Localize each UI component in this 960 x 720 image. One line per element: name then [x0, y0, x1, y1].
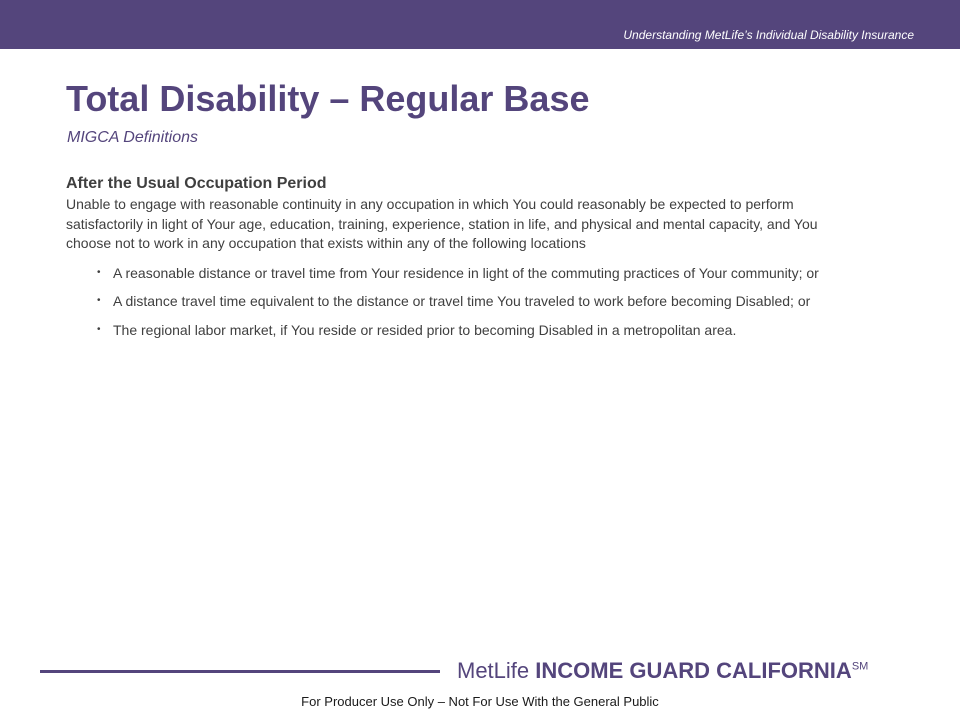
slide-title: Total Disability – Regular Base [66, 78, 590, 119]
brand-logo [457, 658, 868, 684]
header-tagline: Understanding MetLife’s Individual Disability Insurance [623, 28, 914, 42]
service-mark: SM [851, 660, 869, 673]
brand-prefix: MetLife [457, 658, 536, 683]
list-item [66, 321, 833, 340]
list-item [66, 264, 833, 283]
slide-subtitle: MIGCA Definitions [67, 129, 198, 146]
list-item-text: The regional labor market, if You reside or resided prior to becoming Disabled in a metropolitan area. [113, 321, 737, 338]
list-item [66, 292, 833, 311]
bullet-icon: • [97, 295, 101, 306]
header-bar [0, 0, 960, 49]
brand-name: INCOME GUARD CALIFORNIA [535, 658, 852, 683]
slide-content [66, 175, 856, 349]
list-item-text: A reasonable distance or travel time from Your residence in light of the commuting practices of Your community; or [113, 264, 819, 281]
list-item-text: A distance travel time equivalent to the distance or travel time You traveled to work before becoming Disabled; or [113, 293, 811, 309]
bullet-icon: • [97, 323, 101, 335]
footer-divider [40, 670, 440, 673]
definition-paragraph: Unable to engage with reasonable continuity in any occupation in which You could reasonably be expected to perform satisfactorily in light of Your age, education, training, experience, station in life, and physical and mental capacity, and You choose not to work in any occupation that exists within any of the following locations [66, 196, 818, 251]
footer-disclaimer: For Producer Use Only – Not For Use With the General Public [301, 694, 659, 709]
locations-list [66, 264, 856, 340]
section-heading: After the Usual Occupation Period [66, 175, 327, 192]
bullet-icon: • [97, 266, 101, 278]
